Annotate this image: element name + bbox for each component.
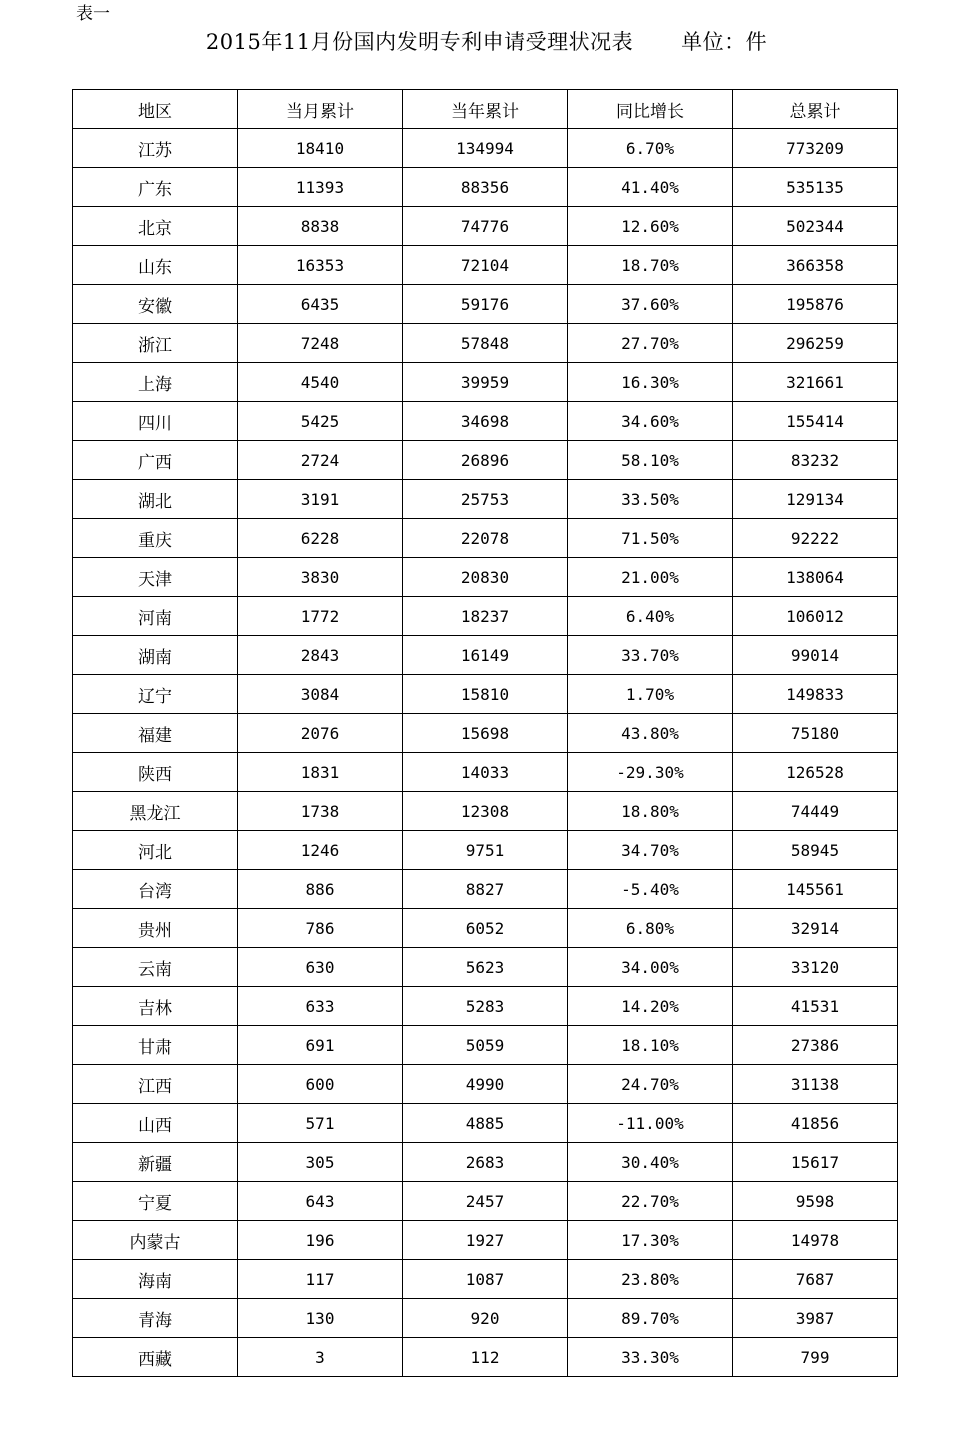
table-row <box>73 909 898 948</box>
cell-region: 广东 <box>73 168 238 207</box>
cell-growth: 18.70% <box>568 246 733 285</box>
table-row <box>73 285 898 324</box>
cell-total: 149833 <box>733 675 898 714</box>
cell-yearly: 59176 <box>403 285 568 324</box>
table-body <box>73 129 898 1377</box>
cell-region: 上海 <box>73 363 238 402</box>
cell-growth: 17.30% <box>568 1221 733 1260</box>
cell-total: 74449 <box>733 792 898 831</box>
cell-monthly: 633 <box>238 987 403 1026</box>
cell-total: 535135 <box>733 168 898 207</box>
cell-total: 366358 <box>733 246 898 285</box>
cell-monthly: 18410 <box>238 129 403 168</box>
cell-growth: 18.80% <box>568 792 733 831</box>
cell-region: 陕西 <box>73 753 238 792</box>
cell-yearly: 5623 <box>403 948 568 987</box>
cell-yearly: 134994 <box>403 129 568 168</box>
cell-yearly: 112 <box>403 1338 568 1377</box>
table-row <box>73 1065 898 1104</box>
cell-total: 75180 <box>733 714 898 753</box>
table-row <box>73 987 898 1026</box>
column-header-growth: 同比增长 <box>568 90 733 129</box>
table-row <box>73 402 898 441</box>
cell-monthly: 886 <box>238 870 403 909</box>
cell-region: 河南 <box>73 597 238 636</box>
page-title <box>0 28 973 56</box>
table-row <box>73 324 898 363</box>
table-row <box>73 246 898 285</box>
unit-label: 单位：件 <box>681 30 768 54</box>
cell-growth: 89.70% <box>568 1299 733 1338</box>
cell-yearly: 15698 <box>403 714 568 753</box>
cell-growth: 33.70% <box>568 636 733 675</box>
cell-region: 山西 <box>73 1104 238 1143</box>
cell-monthly: 11393 <box>238 168 403 207</box>
cell-yearly: 6052 <box>403 909 568 948</box>
cell-monthly: 600 <box>238 1065 403 1104</box>
table-row <box>73 558 898 597</box>
cell-monthly: 3830 <box>238 558 403 597</box>
cell-monthly: 1738 <box>238 792 403 831</box>
cell-monthly: 5425 <box>238 402 403 441</box>
cell-growth: 6.80% <box>568 909 733 948</box>
table-row <box>73 831 898 870</box>
cell-region: 甘肃 <box>73 1026 238 1065</box>
cell-region: 山东 <box>73 246 238 285</box>
cell-total: 92222 <box>733 519 898 558</box>
cell-monthly: 2843 <box>238 636 403 675</box>
cell-region: 贵州 <box>73 909 238 948</box>
cell-total: 41531 <box>733 987 898 1026</box>
table-row <box>73 1182 898 1221</box>
cell-total: 41856 <box>733 1104 898 1143</box>
cell-total: 799 <box>733 1338 898 1377</box>
cell-total: 296259 <box>733 324 898 363</box>
cell-monthly: 196 <box>238 1221 403 1260</box>
cell-growth: 34.70% <box>568 831 733 870</box>
cell-yearly: 18237 <box>403 597 568 636</box>
table-row <box>73 441 898 480</box>
cell-yearly: 1927 <box>403 1221 568 1260</box>
cell-yearly: 57848 <box>403 324 568 363</box>
cell-yearly: 5059 <box>403 1026 568 1065</box>
cell-total: 27386 <box>733 1026 898 1065</box>
cell-total: 138064 <box>733 558 898 597</box>
table-row <box>73 480 898 519</box>
cell-region: 河北 <box>73 831 238 870</box>
cell-growth: 43.80% <box>568 714 733 753</box>
cell-yearly: 12308 <box>403 792 568 831</box>
table-row <box>73 597 898 636</box>
cell-monthly: 1831 <box>238 753 403 792</box>
patent-table <box>72 89 898 1377</box>
cell-total: 106012 <box>733 597 898 636</box>
cell-monthly: 786 <box>238 909 403 948</box>
cell-region: 海南 <box>73 1260 238 1299</box>
cell-monthly: 117 <box>238 1260 403 1299</box>
cell-monthly: 7248 <box>238 324 403 363</box>
cell-total: 7687 <box>733 1260 898 1299</box>
cell-region: 湖北 <box>73 480 238 519</box>
table-row <box>73 1221 898 1260</box>
cell-total: 502344 <box>733 207 898 246</box>
cell-region: 江西 <box>73 1065 238 1104</box>
cell-growth: 1.70% <box>568 675 733 714</box>
cell-monthly: 16353 <box>238 246 403 285</box>
cell-region: 辽宁 <box>73 675 238 714</box>
title-text: 2015年11月份国内发明专利申请受理状况表 <box>205 30 634 54</box>
cell-total: 31138 <box>733 1065 898 1104</box>
cell-monthly: 130 <box>238 1299 403 1338</box>
cell-monthly: 691 <box>238 1026 403 1065</box>
cell-yearly: 2683 <box>403 1143 568 1182</box>
cell-growth: -5.40% <box>568 870 733 909</box>
cell-yearly: 74776 <box>403 207 568 246</box>
table-label: 表一 <box>76 4 110 24</box>
cell-yearly: 2457 <box>403 1182 568 1221</box>
table-row <box>73 753 898 792</box>
cell-growth: 14.20% <box>568 987 733 1026</box>
cell-region: 天津 <box>73 558 238 597</box>
cell-region: 广西 <box>73 441 238 480</box>
cell-growth: 37.60% <box>568 285 733 324</box>
table-row <box>73 1143 898 1182</box>
cell-region: 湖南 <box>73 636 238 675</box>
table-row <box>73 1260 898 1299</box>
cell-region: 重庆 <box>73 519 238 558</box>
column-header-region: 地区 <box>73 90 238 129</box>
cell-total: 9598 <box>733 1182 898 1221</box>
cell-region: 安徽 <box>73 285 238 324</box>
cell-region: 黑龙江 <box>73 792 238 831</box>
table-row <box>73 1299 898 1338</box>
cell-yearly: 8827 <box>403 870 568 909</box>
cell-total: 99014 <box>733 636 898 675</box>
cell-yearly: 15810 <box>403 675 568 714</box>
cell-yearly: 5283 <box>403 987 568 1026</box>
cell-monthly: 305 <box>238 1143 403 1182</box>
cell-growth: 30.40% <box>568 1143 733 1182</box>
cell-total: 14978 <box>733 1221 898 1260</box>
table-row <box>73 1104 898 1143</box>
cell-region: 浙江 <box>73 324 238 363</box>
cell-total: 3987 <box>733 1299 898 1338</box>
cell-region: 云南 <box>73 948 238 987</box>
cell-monthly: 2724 <box>238 441 403 480</box>
cell-monthly: 6228 <box>238 519 403 558</box>
cell-yearly: 34698 <box>403 402 568 441</box>
cell-yearly: 1087 <box>403 1260 568 1299</box>
cell-growth: 71.50% <box>568 519 733 558</box>
cell-yearly: 26896 <box>403 441 568 480</box>
cell-yearly: 39959 <box>403 363 568 402</box>
table-row <box>73 519 898 558</box>
cell-yearly: 88356 <box>403 168 568 207</box>
cell-total: 321661 <box>733 363 898 402</box>
table-row <box>73 1338 898 1377</box>
cell-yearly: 9751 <box>403 831 568 870</box>
cell-yearly: 4885 <box>403 1104 568 1143</box>
cell-region: 宁夏 <box>73 1182 238 1221</box>
cell-yearly: 16149 <box>403 636 568 675</box>
table-row <box>73 948 898 987</box>
cell-monthly: 630 <box>238 948 403 987</box>
cell-yearly: 25753 <box>403 480 568 519</box>
cell-yearly: 20830 <box>403 558 568 597</box>
cell-growth: 21.00% <box>568 558 733 597</box>
cell-region: 青海 <box>73 1299 238 1338</box>
cell-region: 福建 <box>73 714 238 753</box>
cell-growth: 24.70% <box>568 1065 733 1104</box>
cell-growth: 6.40% <box>568 597 733 636</box>
cell-growth: 12.60% <box>568 207 733 246</box>
cell-growth: 41.40% <box>568 168 733 207</box>
cell-total: 773209 <box>733 129 898 168</box>
cell-growth: 23.80% <box>568 1260 733 1299</box>
table-row <box>73 129 898 168</box>
cell-total: 32914 <box>733 909 898 948</box>
cell-growth: 6.70% <box>568 129 733 168</box>
cell-growth: 27.70% <box>568 324 733 363</box>
cell-yearly: 4990 <box>403 1065 568 1104</box>
cell-yearly: 72104 <box>403 246 568 285</box>
cell-region: 北京 <box>73 207 238 246</box>
column-header-yearly: 当年累计 <box>403 90 568 129</box>
cell-region: 江苏 <box>73 129 238 168</box>
cell-monthly: 643 <box>238 1182 403 1221</box>
table-row <box>73 636 898 675</box>
cell-total: 83232 <box>733 441 898 480</box>
cell-yearly: 22078 <box>403 519 568 558</box>
header-row <box>73 90 898 129</box>
cell-yearly: 920 <box>403 1299 568 1338</box>
cell-monthly: 3 <box>238 1338 403 1377</box>
cell-growth: 34.00% <box>568 948 733 987</box>
cell-growth: 22.70% <box>568 1182 733 1221</box>
cell-monthly: 3191 <box>238 480 403 519</box>
column-header-monthly: 当月累计 <box>238 90 403 129</box>
cell-monthly: 8838 <box>238 207 403 246</box>
cell-total: 195876 <box>733 285 898 324</box>
cell-monthly: 6435 <box>238 285 403 324</box>
cell-total: 126528 <box>733 753 898 792</box>
cell-region: 吉林 <box>73 987 238 1026</box>
cell-growth: 33.50% <box>568 480 733 519</box>
cell-total: 155414 <box>733 402 898 441</box>
cell-growth: 18.10% <box>568 1026 733 1065</box>
table-row <box>73 792 898 831</box>
cell-region: 新疆 <box>73 1143 238 1182</box>
table-row <box>73 168 898 207</box>
cell-growth: -11.00% <box>568 1104 733 1143</box>
cell-monthly: 1246 <box>238 831 403 870</box>
cell-growth: 33.30% <box>568 1338 733 1377</box>
cell-total: 58945 <box>733 831 898 870</box>
cell-growth: -29.30% <box>568 753 733 792</box>
table-row <box>73 870 898 909</box>
cell-monthly: 4540 <box>238 363 403 402</box>
cell-total: 129134 <box>733 480 898 519</box>
cell-monthly: 3084 <box>238 675 403 714</box>
table-row <box>73 675 898 714</box>
cell-region: 台湾 <box>73 870 238 909</box>
cell-monthly: 1772 <box>238 597 403 636</box>
column-header-total: 总累计 <box>733 90 898 129</box>
cell-yearly: 14033 <box>403 753 568 792</box>
cell-total: 15617 <box>733 1143 898 1182</box>
table-row <box>73 1026 898 1065</box>
cell-total: 33120 <box>733 948 898 987</box>
cell-monthly: 571 <box>238 1104 403 1143</box>
table-row <box>73 207 898 246</box>
cell-monthly: 2076 <box>238 714 403 753</box>
table-row <box>73 714 898 753</box>
table-row <box>73 363 898 402</box>
cell-region: 内蒙古 <box>73 1221 238 1260</box>
cell-growth: 34.60% <box>568 402 733 441</box>
cell-growth: 58.10% <box>568 441 733 480</box>
cell-region: 西藏 <box>73 1338 238 1377</box>
cell-growth: 16.30% <box>568 363 733 402</box>
cell-region: 四川 <box>73 402 238 441</box>
cell-total: 145561 <box>733 870 898 909</box>
